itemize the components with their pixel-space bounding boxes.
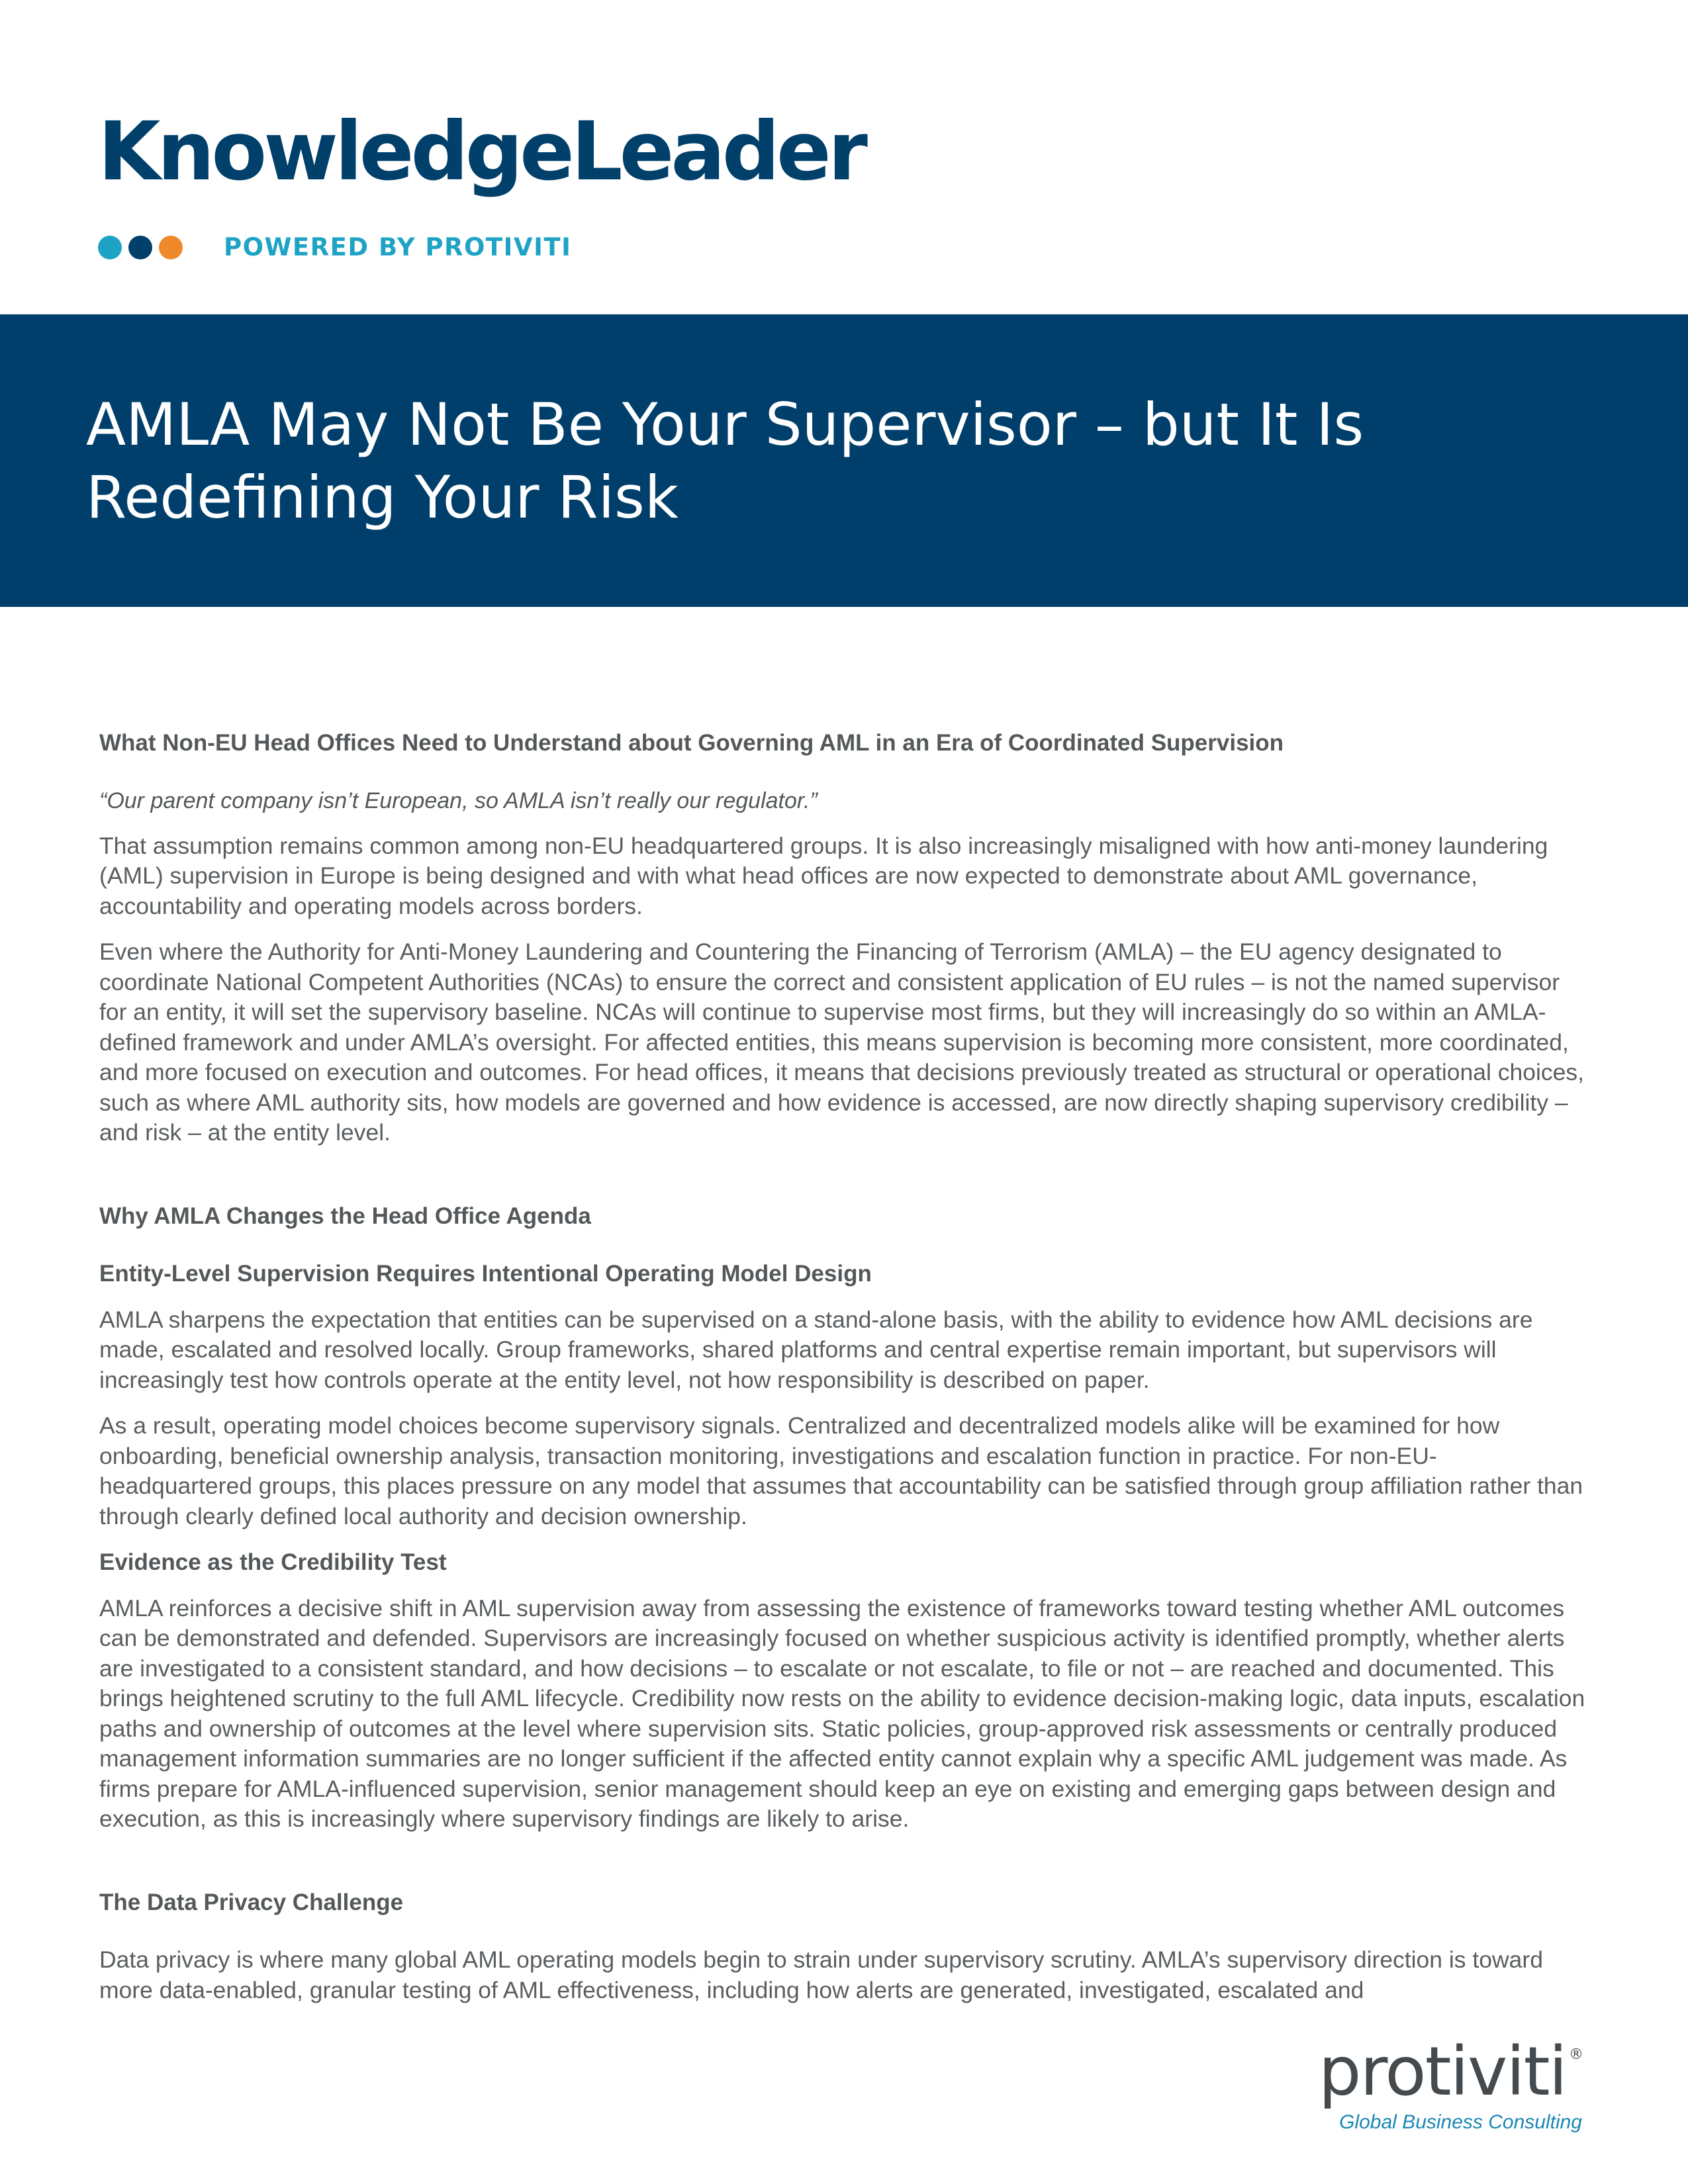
article-body — [99, 728, 1589, 2005]
protiviti-logo-text: protiviti — [1318, 2032, 1566, 2111]
article-subtitle: What Non-EU Head Offices Need to Understand about Governing AML in an Era of Coordinated Supervision — [99, 730, 1284, 756]
masthead — [98, 105, 865, 199]
protiviti-footer-logo[interactable] — [1318, 2032, 1582, 2134]
powered-by-row — [98, 233, 571, 261]
subheading-evidence: Evidence as the Credibility Test — [99, 1549, 447, 1576]
page-title: AMLA May Not Be Your Supervisor – but It Is Redefining Your Risk — [86, 390, 1364, 531]
dot-teal-icon — [98, 236, 122, 259]
opening-quote: “Our parent company isn’t European, so AMLA isn’t really our regulator.” — [99, 788, 818, 813]
evidence-paragraph: AMLA reinforces a decisive shift in AML supervision away from assessing the existence of frameworks toward testing whether AML outcomes can be demonstrated and defended. Supervisors are increasingly focused on whether suspicious activity is identified promptly, whether alerts are investigated to a consistent standard, and how decisions – to escalate or not escalate, to file or not – are reached and documented. This brings heightened scrutiny to the full AML lifecycle. Credibility now rests on the ability to evidence decision-making logic, data inputs, escalation paths and ownership of outcomes at the level where supervision sits. Static policies, group-approved risk assessments or centrally produced management information summaries are no longer sufficient if the affected entity cannot explain why a specific AML judgement was made. As firms prepare for AMLA-influenced supervision, senior management should keep an eye on existing and emerging gaps between design and execution, as this is increasingly where supervisory findings are likely to arise. — [99, 1594, 1585, 1833]
protiviti-logo — [1318, 2032, 1582, 2111]
title-banner — [0, 314, 1688, 607]
dot-orange-icon — [159, 236, 183, 259]
section-heading-data-privacy: The Data Privacy Challenge — [99, 1889, 404, 1915]
knowledgeleader-logo[interactable]: KnowledgeLeader — [98, 105, 865, 199]
section-heading-head-office-agenda: Why AMLA Changes the Head Office Agenda — [99, 1203, 591, 1229]
operating-model-paragraph-2: As a result, operating model choices become supervisory signals. Centralized and decentralized models alike will be examined for how onboarding, beneficial ownership analysis, transaction monitoring, investigations and escalation function in practice. For non-EU-headquartered groups, this places pressure on any model that assumes that accountability can be satisfied through group affiliation rather than through clearly defined local authority and decision ownership. — [99, 1412, 1583, 1529]
dot-navy-icon — [128, 236, 152, 259]
subheading-operating-model: Entity-Level Supervision Requires Intentional Operating Model Design — [99, 1261, 872, 1287]
intro-paragraph-1: That assumption remains common among non-EU headquartered groups. It is also increasingly misaligned with how anti-money laundering (AML) supervision in Europe is being designed and with what head offices are now expected to demonstrate about AML governance, accountability and operating models across borders. — [99, 832, 1548, 919]
data-privacy-paragraph: Data privacy is where many global AML operating models begin to strain under supervisory scrutiny. AMLA’s supervisory direction is toward more data-enabled, granular testing of AML effectiveness, including how alerts are generated, investigated, escalated and — [99, 1946, 1543, 2003]
powered-by-label: POWERED BY PROTIVITI — [224, 233, 572, 261]
operating-model-paragraph-1: AMLA sharpens the expectation that entities can be supervised on a stand-alone basis, with the ability to evidence how AML decisions are made, escalated and resolved locally. Group frameworks, shared platforms and central expertise remain important, but supervisors will increasingly test how controls operate at the entity level, not how responsibility is described on paper. — [99, 1306, 1533, 1393]
registered-mark: ® — [1569, 2046, 1582, 2063]
intro-paragraph-2: Even where the Authority for Anti-Money Laundering and Countering the Financing of Terrorism (AMLA) – the EU agency designated to coordinate National Competent Authorities (NCAs) to ensure the correct and consistent application of EU rules – is not the named supervisor for an entity, it will set the supervisory baseline. NCAs will continue to supervise most firms, but they will increasingly do so within an AMLA-defined framework and under AMLA’s oversight. For affected entities, this means supervision is becoming more consistent, more coordinated, and more focused on execution and outcomes. For head offices, it means that decisions previously treated as structural or operational choices, such as where AML authority sits, how models are governed and how evidence is accessed, are now directly shaping supervisory credibility – and risk – at the entity level. — [99, 938, 1585, 1146]
footer-tagline: Global Business Consulting — [1339, 2111, 1582, 2133]
